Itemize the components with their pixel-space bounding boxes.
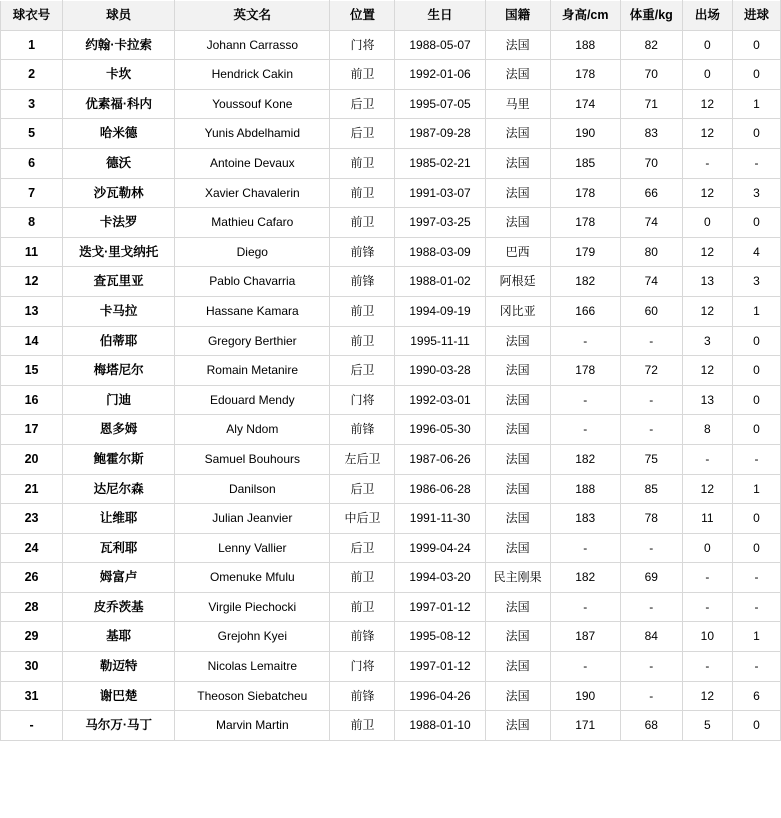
cell-nationality: 马里 — [485, 89, 550, 119]
cell-height: 178 — [550, 178, 620, 208]
cell-appearances: 12 — [682, 474, 732, 504]
cell-weight: 70 — [620, 148, 682, 178]
cell-player: 达尼尔森 — [63, 474, 175, 504]
cell-appearances: - — [682, 592, 732, 622]
cell-english-name: Grejohn Kyei — [175, 622, 330, 652]
cell-shirt-number: 11 — [1, 237, 63, 267]
cell-appearances: 3 — [682, 326, 732, 356]
cell-appearances: 5 — [682, 711, 732, 741]
table-row — [1, 711, 781, 741]
cell-weight: - — [620, 415, 682, 445]
cell-position: 后卫 — [330, 356, 395, 386]
cell-birthday: 1985-02-21 — [395, 148, 485, 178]
cell-birthday: 1997-03-25 — [395, 208, 485, 238]
cell-birthday: 1988-05-07 — [395, 30, 485, 60]
cell-appearances: - — [682, 148, 732, 178]
table-row — [1, 178, 781, 208]
cell-shirt-number: 8 — [1, 208, 63, 238]
cell-goals: 0 — [732, 415, 780, 445]
cell-birthday: 1991-11-30 — [395, 504, 485, 534]
cell-position: 前锋 — [330, 681, 395, 711]
cell-english-name: Mathieu Cafaro — [175, 208, 330, 238]
cell-birthday: 1994-03-20 — [395, 563, 485, 593]
cell-shirt-number: 28 — [1, 592, 63, 622]
cell-birthday: 1992-03-01 — [395, 385, 485, 415]
cell-nationality: 法国 — [485, 711, 550, 741]
cell-position: 前卫 — [330, 296, 395, 326]
cell-appearances: 10 — [682, 622, 732, 652]
cell-player: 约翰·卡拉索 — [63, 30, 175, 60]
cell-player: 姆富卢 — [63, 563, 175, 593]
table-row — [1, 89, 781, 119]
cell-goals: 0 — [732, 711, 780, 741]
column-header-nationality: 国籍 — [485, 1, 550, 31]
cell-shirt-number: 13 — [1, 296, 63, 326]
cell-player: 德沃 — [63, 148, 175, 178]
cell-position: 门将 — [330, 30, 395, 60]
cell-position: 前锋 — [330, 415, 395, 445]
cell-position: 门将 — [330, 652, 395, 682]
column-header-birthday: 生日 — [395, 1, 485, 31]
cell-player: 梅塔尼尔 — [63, 356, 175, 386]
cell-birthday: 1996-05-30 — [395, 415, 485, 445]
cell-birthday: 1992-01-06 — [395, 60, 485, 90]
cell-height: 182 — [550, 444, 620, 474]
cell-height: 178 — [550, 208, 620, 238]
column-header-appearances: 出场 — [682, 1, 732, 31]
cell-player: 卡马拉 — [63, 296, 175, 326]
cell-english-name: Nicolas Lemaitre — [175, 652, 330, 682]
cell-goals: 0 — [732, 356, 780, 386]
cell-shirt-number: 7 — [1, 178, 63, 208]
cell-birthday: 1990-03-28 — [395, 356, 485, 386]
cell-position: 前卫 — [330, 563, 395, 593]
cell-height: 188 — [550, 474, 620, 504]
cell-shirt-number: 23 — [1, 504, 63, 534]
cell-english-name: Johann Carrasso — [175, 30, 330, 60]
cell-english-name: Hendrick Cakin — [175, 60, 330, 90]
cell-weight: 80 — [620, 237, 682, 267]
cell-weight: 74 — [620, 267, 682, 297]
cell-shirt-number: 20 — [1, 444, 63, 474]
table-row — [1, 681, 781, 711]
cell-goals: 0 — [732, 533, 780, 563]
cell-appearances: - — [682, 652, 732, 682]
cell-weight: 70 — [620, 60, 682, 90]
cell-appearances: 13 — [682, 385, 732, 415]
cell-height: 166 — [550, 296, 620, 326]
cell-appearances: 12 — [682, 681, 732, 711]
cell-weight: - — [620, 652, 682, 682]
cell-weight: 74 — [620, 208, 682, 238]
cell-goals: - — [732, 563, 780, 593]
table-row — [1, 30, 781, 60]
cell-goals: 0 — [732, 326, 780, 356]
cell-appearances: 11 — [682, 504, 732, 534]
cell-appearances: 8 — [682, 415, 732, 445]
cell-goals: 3 — [732, 267, 780, 297]
cell-nationality: 法国 — [485, 652, 550, 682]
cell-birthday: 1987-09-28 — [395, 119, 485, 149]
cell-appearances: 0 — [682, 60, 732, 90]
cell-goals: 0 — [732, 119, 780, 149]
cell-position: 前卫 — [330, 60, 395, 90]
cell-nationality: 法国 — [485, 326, 550, 356]
cell-shirt-number: 24 — [1, 533, 63, 563]
cell-height: 171 — [550, 711, 620, 741]
cell-height: 188 — [550, 30, 620, 60]
table-row — [1, 592, 781, 622]
cell-english-name: Edouard Mendy — [175, 385, 330, 415]
cell-nationality: 法国 — [485, 30, 550, 60]
cell-birthday: 1988-01-02 — [395, 267, 485, 297]
cell-height: - — [550, 326, 620, 356]
cell-weight: - — [620, 533, 682, 563]
cell-position: 前卫 — [330, 178, 395, 208]
cell-english-name: Samuel Bouhours — [175, 444, 330, 474]
cell-weight: - — [620, 385, 682, 415]
cell-shirt-number: 6 — [1, 148, 63, 178]
cell-nationality: 民主刚果 — [485, 563, 550, 593]
cell-nationality: 法国 — [485, 208, 550, 238]
cell-appearances: - — [682, 444, 732, 474]
cell-weight: 83 — [620, 119, 682, 149]
cell-player: 查瓦里亚 — [63, 267, 175, 297]
cell-shirt-number: 15 — [1, 356, 63, 386]
cell-shirt-number: 26 — [1, 563, 63, 593]
cell-birthday: 1995-08-12 — [395, 622, 485, 652]
cell-goals: 3 — [732, 178, 780, 208]
cell-position: 前卫 — [330, 592, 395, 622]
cell-weight: - — [620, 326, 682, 356]
cell-nationality: 法国 — [485, 356, 550, 386]
cell-english-name: Marvin Martin — [175, 711, 330, 741]
cell-birthday: 1995-11-11 — [395, 326, 485, 356]
cell-position: 前卫 — [330, 148, 395, 178]
cell-english-name: Youssouf Kone — [175, 89, 330, 119]
cell-nationality: 冈比亚 — [485, 296, 550, 326]
cell-appearances: 12 — [682, 89, 732, 119]
table-row — [1, 622, 781, 652]
table-header — [1, 1, 781, 31]
cell-nationality: 法国 — [485, 148, 550, 178]
cell-nationality: 法国 — [485, 444, 550, 474]
table-row — [1, 356, 781, 386]
cell-goals: 0 — [732, 504, 780, 534]
cell-player: 伯蒂耶 — [63, 326, 175, 356]
table-row — [1, 652, 781, 682]
cell-birthday: 1987-06-26 — [395, 444, 485, 474]
cell-height: 174 — [550, 89, 620, 119]
cell-goals: 4 — [732, 237, 780, 267]
table-row — [1, 119, 781, 149]
cell-birthday: 1997-01-12 — [395, 652, 485, 682]
cell-shirt-number: 12 — [1, 267, 63, 297]
cell-weight: 78 — [620, 504, 682, 534]
cell-player: 瓦利耶 — [63, 533, 175, 563]
cell-weight: 85 — [620, 474, 682, 504]
cell-player: 卡坎 — [63, 60, 175, 90]
cell-nationality: 法国 — [485, 60, 550, 90]
cell-position: 前锋 — [330, 237, 395, 267]
cell-player: 优素福·科内 — [63, 89, 175, 119]
cell-height: 179 — [550, 237, 620, 267]
cell-nationality: 法国 — [485, 592, 550, 622]
cell-position: 左后卫 — [330, 444, 395, 474]
cell-english-name: Theoson Siebatcheu — [175, 681, 330, 711]
table-row — [1, 208, 781, 238]
cell-height: - — [550, 415, 620, 445]
cell-weight: - — [620, 681, 682, 711]
table-row — [1, 296, 781, 326]
cell-english-name: Lenny Vallier — [175, 533, 330, 563]
cell-birthday: 1986-06-28 — [395, 474, 485, 504]
cell-player: 迭戈·里戈纳托 — [63, 237, 175, 267]
cell-birthday: 1996-04-26 — [395, 681, 485, 711]
cell-height: 182 — [550, 563, 620, 593]
cell-english-name: Aly Ndom — [175, 415, 330, 445]
cell-shirt-number: 21 — [1, 474, 63, 504]
column-header-height: 身高/cm — [550, 1, 620, 31]
table-row — [1, 326, 781, 356]
cell-position: 前卫 — [330, 208, 395, 238]
cell-shirt-number: 14 — [1, 326, 63, 356]
cell-nationality: 法国 — [485, 415, 550, 445]
cell-birthday: 1999-04-24 — [395, 533, 485, 563]
table-row — [1, 60, 781, 90]
cell-goals: 0 — [732, 30, 780, 60]
cell-nationality: 法国 — [485, 474, 550, 504]
cell-nationality: 法国 — [485, 385, 550, 415]
cell-english-name: Yunis Abdelhamid — [175, 119, 330, 149]
cell-appearances: 12 — [682, 178, 732, 208]
cell-height: 190 — [550, 681, 620, 711]
cell-english-name: Antoine Devaux — [175, 148, 330, 178]
cell-height: - — [550, 533, 620, 563]
table-row — [1, 237, 781, 267]
cell-height: - — [550, 592, 620, 622]
cell-position: 后卫 — [330, 119, 395, 149]
cell-birthday: 1991-03-07 — [395, 178, 485, 208]
cell-position: 门将 — [330, 385, 395, 415]
cell-height: 190 — [550, 119, 620, 149]
cell-position: 后卫 — [330, 533, 395, 563]
cell-player: 皮乔茨基 — [63, 592, 175, 622]
cell-goals: 1 — [732, 622, 780, 652]
table-row — [1, 148, 781, 178]
cell-birthday: 1995-07-05 — [395, 89, 485, 119]
cell-player: 门迪 — [63, 385, 175, 415]
column-header-weight: 体重/kg — [620, 1, 682, 31]
cell-shirt-number: 5 — [1, 119, 63, 149]
cell-goals: 1 — [732, 89, 780, 119]
cell-nationality: 巴西 — [485, 237, 550, 267]
cell-goals: 1 — [732, 474, 780, 504]
column-header-position: 位置 — [330, 1, 395, 31]
cell-weight: 72 — [620, 356, 682, 386]
cell-height: 182 — [550, 267, 620, 297]
cell-english-name: Gregory Berthier — [175, 326, 330, 356]
cell-weight: 69 — [620, 563, 682, 593]
cell-shirt-number: - — [1, 711, 63, 741]
cell-position: 前卫 — [330, 711, 395, 741]
cell-nationality: 阿根廷 — [485, 267, 550, 297]
cell-player: 恩多姆 — [63, 415, 175, 445]
cell-goals: 1 — [732, 296, 780, 326]
column-header-english-name: 英文名 — [175, 1, 330, 31]
column-header-shirt-number: 球衣号 — [1, 1, 63, 31]
cell-nationality: 法国 — [485, 681, 550, 711]
cell-nationality: 法国 — [485, 504, 550, 534]
cell-english-name: Danilson — [175, 474, 330, 504]
cell-position: 中后卫 — [330, 504, 395, 534]
table-row — [1, 385, 781, 415]
cell-position: 前锋 — [330, 267, 395, 297]
cell-appearances: - — [682, 563, 732, 593]
cell-shirt-number: 1 — [1, 30, 63, 60]
cell-player: 马尔万·马丁 — [63, 711, 175, 741]
cell-player: 勒迈特 — [63, 652, 175, 682]
cell-height: 178 — [550, 60, 620, 90]
cell-appearances: 13 — [682, 267, 732, 297]
cell-appearances: 0 — [682, 208, 732, 238]
table-row — [1, 267, 781, 297]
cell-height: 185 — [550, 148, 620, 178]
cell-shirt-number: 2 — [1, 60, 63, 90]
cell-appearances: 0 — [682, 533, 732, 563]
table-row — [1, 504, 781, 534]
cell-english-name: Virgile Piechocki — [175, 592, 330, 622]
table-row — [1, 474, 781, 504]
cell-birthday: 1988-03-09 — [395, 237, 485, 267]
cell-player: 让维耶 — [63, 504, 175, 534]
cell-shirt-number: 30 — [1, 652, 63, 682]
column-header-goals: 进球 — [732, 1, 780, 31]
cell-shirt-number: 17 — [1, 415, 63, 445]
table-row — [1, 533, 781, 563]
cell-goals: 6 — [732, 681, 780, 711]
cell-weight: 75 — [620, 444, 682, 474]
cell-shirt-number: 3 — [1, 89, 63, 119]
cell-weight: 60 — [620, 296, 682, 326]
cell-english-name: Omenuke Mfulu — [175, 563, 330, 593]
cell-weight: 68 — [620, 711, 682, 741]
table-row — [1, 444, 781, 474]
cell-weight: - — [620, 592, 682, 622]
cell-position: 后卫 — [330, 474, 395, 504]
cell-player: 鲍霍尔斯 — [63, 444, 175, 474]
cell-english-name: Diego — [175, 237, 330, 267]
cell-weight: 71 — [620, 89, 682, 119]
cell-player: 卡法罗 — [63, 208, 175, 238]
cell-weight: 66 — [620, 178, 682, 208]
cell-birthday: 1997-01-12 — [395, 592, 485, 622]
cell-player: 基耶 — [63, 622, 175, 652]
cell-shirt-number: 29 — [1, 622, 63, 652]
cell-goals: 0 — [732, 60, 780, 90]
cell-position: 后卫 — [330, 89, 395, 119]
table-body — [1, 30, 781, 740]
cell-player: 谢巴楚 — [63, 681, 175, 711]
cell-appearances: 12 — [682, 237, 732, 267]
cell-height: - — [550, 385, 620, 415]
header-row — [1, 1, 781, 31]
cell-player: 沙瓦勒林 — [63, 178, 175, 208]
cell-english-name: Julian Jeanvier — [175, 504, 330, 534]
cell-nationality: 法国 — [485, 533, 550, 563]
cell-goals: - — [732, 592, 780, 622]
cell-shirt-number: 31 — [1, 681, 63, 711]
cell-birthday: 1994-09-19 — [395, 296, 485, 326]
cell-height: - — [550, 652, 620, 682]
cell-position: 前锋 — [330, 622, 395, 652]
cell-height: 187 — [550, 622, 620, 652]
cell-appearances: 0 — [682, 30, 732, 60]
cell-nationality: 法国 — [485, 178, 550, 208]
cell-birthday: 1988-01-10 — [395, 711, 485, 741]
cell-english-name: Romain Metanire — [175, 356, 330, 386]
cell-goals: 0 — [732, 385, 780, 415]
column-header-player: 球员 — [63, 1, 175, 31]
cell-english-name: Xavier Chavalerin — [175, 178, 330, 208]
cell-nationality: 法国 — [485, 622, 550, 652]
cell-height: 178 — [550, 356, 620, 386]
cell-appearances: 12 — [682, 356, 732, 386]
cell-player: 哈米德 — [63, 119, 175, 149]
cell-shirt-number: 16 — [1, 385, 63, 415]
cell-position: 前卫 — [330, 326, 395, 356]
cell-goals: 0 — [732, 208, 780, 238]
cell-weight: 82 — [620, 30, 682, 60]
cell-english-name: Hassane Kamara — [175, 296, 330, 326]
cell-nationality: 法国 — [485, 119, 550, 149]
cell-goals: - — [732, 148, 780, 178]
table-row — [1, 415, 781, 445]
cell-appearances: 12 — [682, 296, 732, 326]
cell-weight: 84 — [620, 622, 682, 652]
cell-english-name: Pablo Chavarria — [175, 267, 330, 297]
cell-height: 183 — [550, 504, 620, 534]
cell-appearances: 12 — [682, 119, 732, 149]
cell-goals: - — [732, 652, 780, 682]
cell-goals: - — [732, 444, 780, 474]
table-row — [1, 563, 781, 593]
